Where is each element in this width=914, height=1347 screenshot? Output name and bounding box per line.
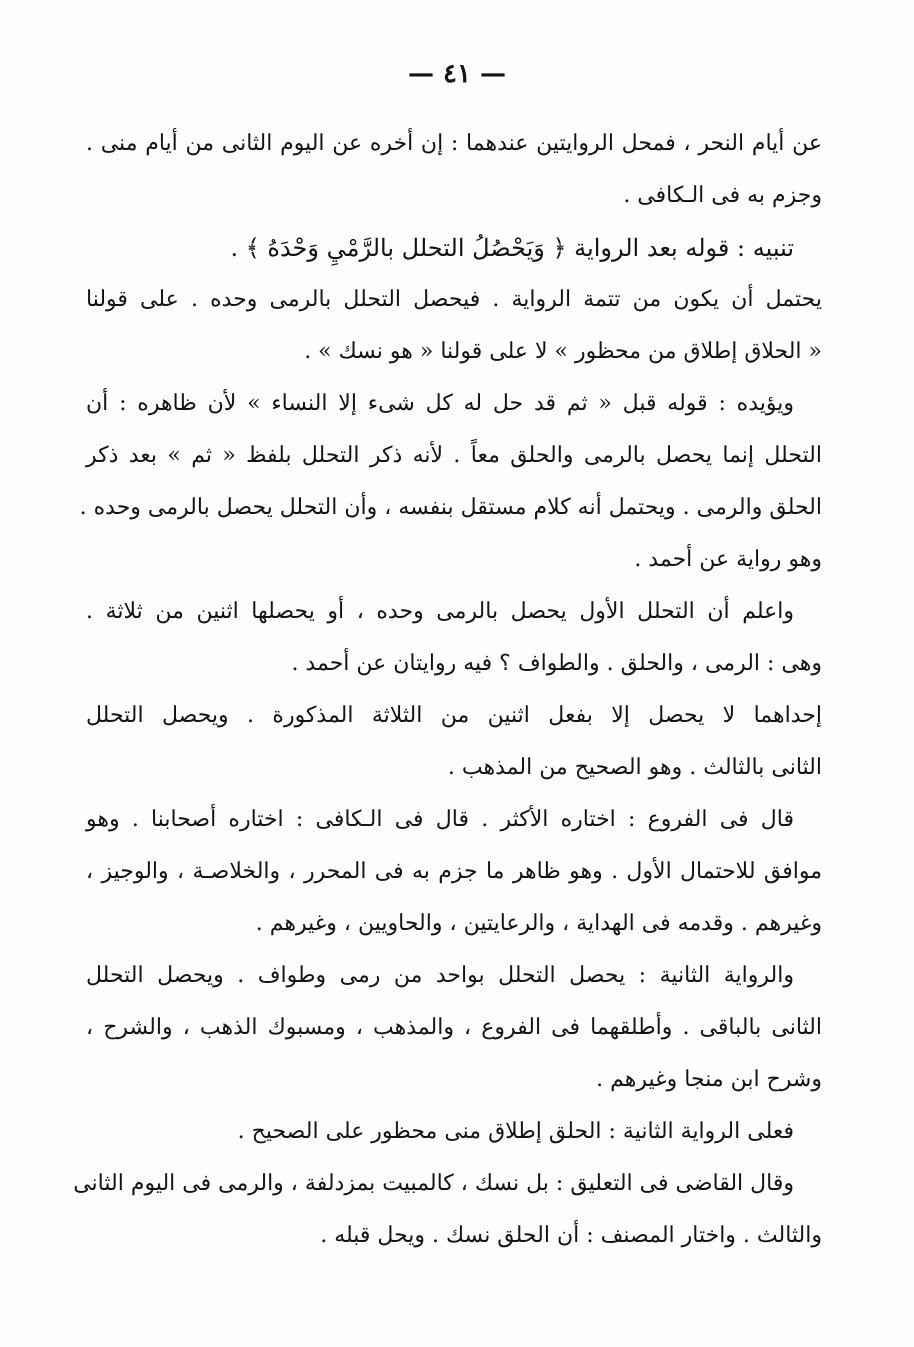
text-line: إحداهما لا يحصل إلا بفعل اثنين من الثلاثة المذكورة . ويحصل التحلل xyxy=(86,703,822,728)
text-line: يحتمل أن يكون من تتمة الرواية . فيحصل التحلل بالرمى وحده . على قولنا xyxy=(86,287,822,312)
text-line: والثالث . واختار المصنف : أن الحلق نسك . ويحل قبله . xyxy=(320,1223,822,1248)
text-line: الحلق والرمى . ويحتمل أنه كلام مستقل بنفسه ، وأن التحلل يحصل بالرمى وحده . xyxy=(79,495,822,520)
text-line: وجزم به فى الـكافى . xyxy=(623,183,822,208)
text-line: قال فى الفروع : اختاره الأكثر . قال فى الـكافى : اختاره أصحابنا . وهو xyxy=(86,807,794,832)
text-line: وقال القاضى فى التعليق : بل نسك ، كالمبيت بمزدلفة ، والرمى فى اليوم الثانى xyxy=(73,1171,794,1196)
text-line: فعلى الرواية الثانية : الحلق إطلاق منى محظور على الصحيح . xyxy=(237,1119,794,1144)
note-heading: تنبيه : قوله بعد الرواية ﴿ وَيَحْصُلُ التحلل بالرَّمْيِ وَحْدَهُ ﴾ . xyxy=(230,234,794,262)
text-line: الثانى بالثالث . وهو الصحيح من المذهب . xyxy=(447,755,822,780)
text-line: واعلم أن التحلل الأول يحصل بالرمى وحده ، أو يحصلها اثنين من ثلاثة . xyxy=(86,599,794,624)
text-line: موافق للاحتمال الأول . وهو ظاهر ما جزم به فى المحرر ، والخلاصـة ، والوجيز ، xyxy=(86,859,822,884)
text-line: التحلل إنما يحصل بالرمى والحلق معاً . لأنه ذكر التحلل بلفظ « ثم » بعد ذكر xyxy=(86,443,822,468)
text-line: وغيرهم . وقدمه فى الهداية ، والرعايتين ، والحاويين ، وغيرهم . xyxy=(255,911,822,936)
page-number: — ٤١ — xyxy=(407,59,507,89)
text-line: والرواية الثانية : يحصل التحلل بواحد من رمى وطواف . ويحصل التحلل xyxy=(86,963,794,988)
text-line: الثانى بالباقى . وأطلقهما فى الفروع ، والمذهب ، ومسبوك الذهب ، والشرح ، xyxy=(86,1015,822,1040)
text-line: ويؤيده : قوله قبل « ثم قد حل له كل شىء إلا النساء » لأن ظاهره : أن xyxy=(86,391,794,416)
body-text xyxy=(73,124,822,1268)
text-line: عن أيام النحر ، فمحل الروايتين عندهما : إن أخره عن اليوم الثانى من أيام منى . xyxy=(86,131,822,156)
text-line: وهى : الرمى ، والحلق . والطواف ؟ فيه روايتان عن أحمد . xyxy=(291,651,822,676)
text-line: وشرح ابن منجا وغيرهم . xyxy=(596,1067,822,1092)
text-line: وهو رواية عن أحمد . xyxy=(634,547,822,572)
text-line: « الحلاق إطلاق من محظور » لا على قولنا « هو نسك » . xyxy=(304,339,822,364)
